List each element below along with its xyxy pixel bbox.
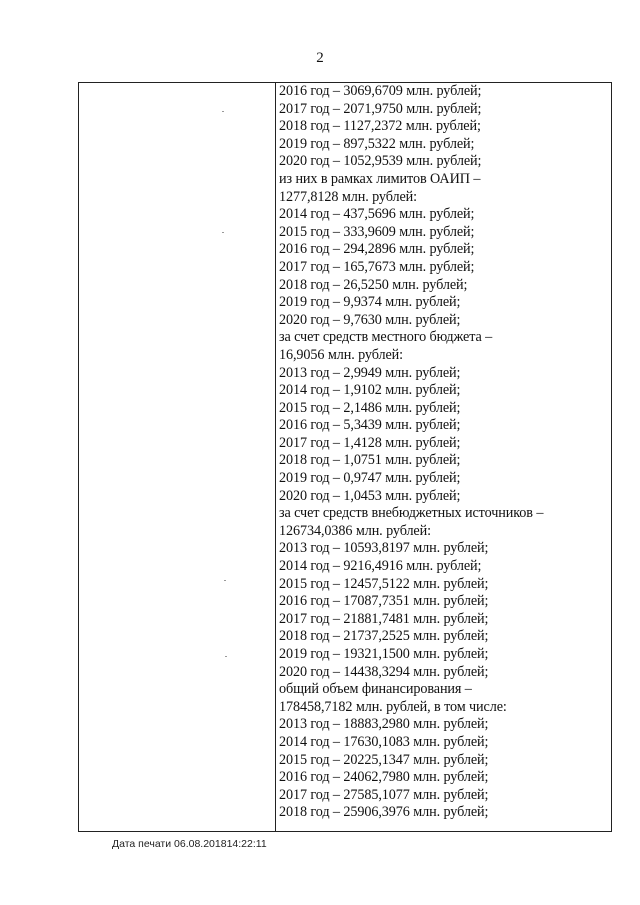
table-line: общий объем финансирования –: [279, 681, 472, 698]
table-line: 2019 год – 19321,1500 млн. рублей;: [279, 646, 489, 662]
table-line: 2015 год – 2,1486 млн. рублей;: [279, 399, 461, 416]
table-line: из них в рамках лимитов ОАИП –: [279, 170, 481, 187]
right-column-content: [279, 83, 605, 822]
table-line: за счет средств внебюджетных источников –: [279, 505, 544, 522]
table-line: за счет средств местного бюджета –: [279, 329, 493, 346]
table-line: 2018 год – 21737,2525 млн. рублей;: [279, 628, 489, 645]
table-line: 2020 год – 14438,3294 млн. рублей;: [279, 663, 489, 680]
table-line: 2018 год – 1127,2372 млн. рублей;: [279, 118, 481, 135]
table-line: 2019 год – 897,5322 млн. рублей;: [279, 135, 475, 152]
table-line: 2016 год – 24062,7980 млн. рублей;: [279, 769, 489, 786]
table-line: 2017 год – 2071,9750 млн. рублей;: [279, 100, 482, 117]
table-line: 2020 год – 9,7630 млн. рублей;: [279, 311, 461, 328]
table-line: 2018 год – 1,0751 млн. рублей;: [279, 452, 461, 469]
table-line: 2018 год – 26,5250 млн. рублей;: [279, 276, 468, 293]
table-line: 126734,0386 млн. рублей:: [279, 522, 431, 539]
page-number: 2: [316, 50, 324, 66]
table-line: 2020 год – 1052,9539 млн. рублей;: [279, 153, 482, 170]
table-line: 2013 год – 18883,2980 млн. рублей;: [279, 716, 489, 733]
table-line: 2019 год – 0,9747 млн. рублей;: [279, 470, 461, 487]
table-line: 2016 год – 294,2896 млн. рублей;: [279, 241, 475, 258]
table-line: 2015 год – 12457,5122 млн. рублей;: [279, 575, 489, 592]
table-line: 2013 год – 2,9949 млн. рублей;: [279, 364, 461, 381]
table-line: 2014 год – 1,9102 млн. рублей;: [279, 382, 461, 399]
table-line: 2013 год – 10593,8197 млн. рублей;: [279, 540, 489, 557]
table-line: 1277,8128 млн. рублей:: [279, 188, 417, 205]
table-line: 2015 год – 333,9609 млн. рублей;: [279, 223, 475, 240]
table-line: 2017 год – 21881,7481 млн. рублей;: [279, 610, 489, 627]
financing-table: [78, 82, 612, 832]
table-line: 2016 год – 17087,7351 млн. рублей;: [279, 593, 489, 610]
table-line: 2014 год – 437,5696 млн. рублей;: [279, 206, 475, 223]
table-line: 2020 год – 1,0453 млн. рублей;: [279, 487, 461, 504]
table-line: 16,9056 млн. рублей:: [279, 346, 403, 363]
table-line: 2014 год – 17630,1083 млн. рублей;: [279, 733, 489, 750]
table-line: 2017 год – 165,7673 млн. рублей;: [279, 258, 475, 275]
column-divider: [275, 83, 276, 831]
table-line: 2016 год – 5,3439 млн. рублей;: [279, 417, 461, 434]
table-line: 2015 год – 20225,1347 млн. рублей;: [279, 751, 489, 768]
table-line: 178458,7182 млн. рублей, в том числе:: [279, 698, 507, 715]
table-line: 2017 год – 27585,1077 млн. рублей;: [279, 786, 489, 803]
table-line: 2018 год – 25906,3976 млн. рублей;: [279, 804, 489, 821]
print-date: Дата печати 06.08.201814:22:11: [112, 838, 267, 850]
table-line: 2014 год – 9216,4916 млн. рублей;: [279, 558, 482, 575]
table-line: 2016 год – 3069,6709 млн. рублей;: [279, 83, 482, 99]
table-line: 2019 год – 9,9374 млн. рублей;: [279, 294, 461, 311]
table-line: 2017 год – 1,4128 млн. рублей;: [279, 434, 461, 451]
